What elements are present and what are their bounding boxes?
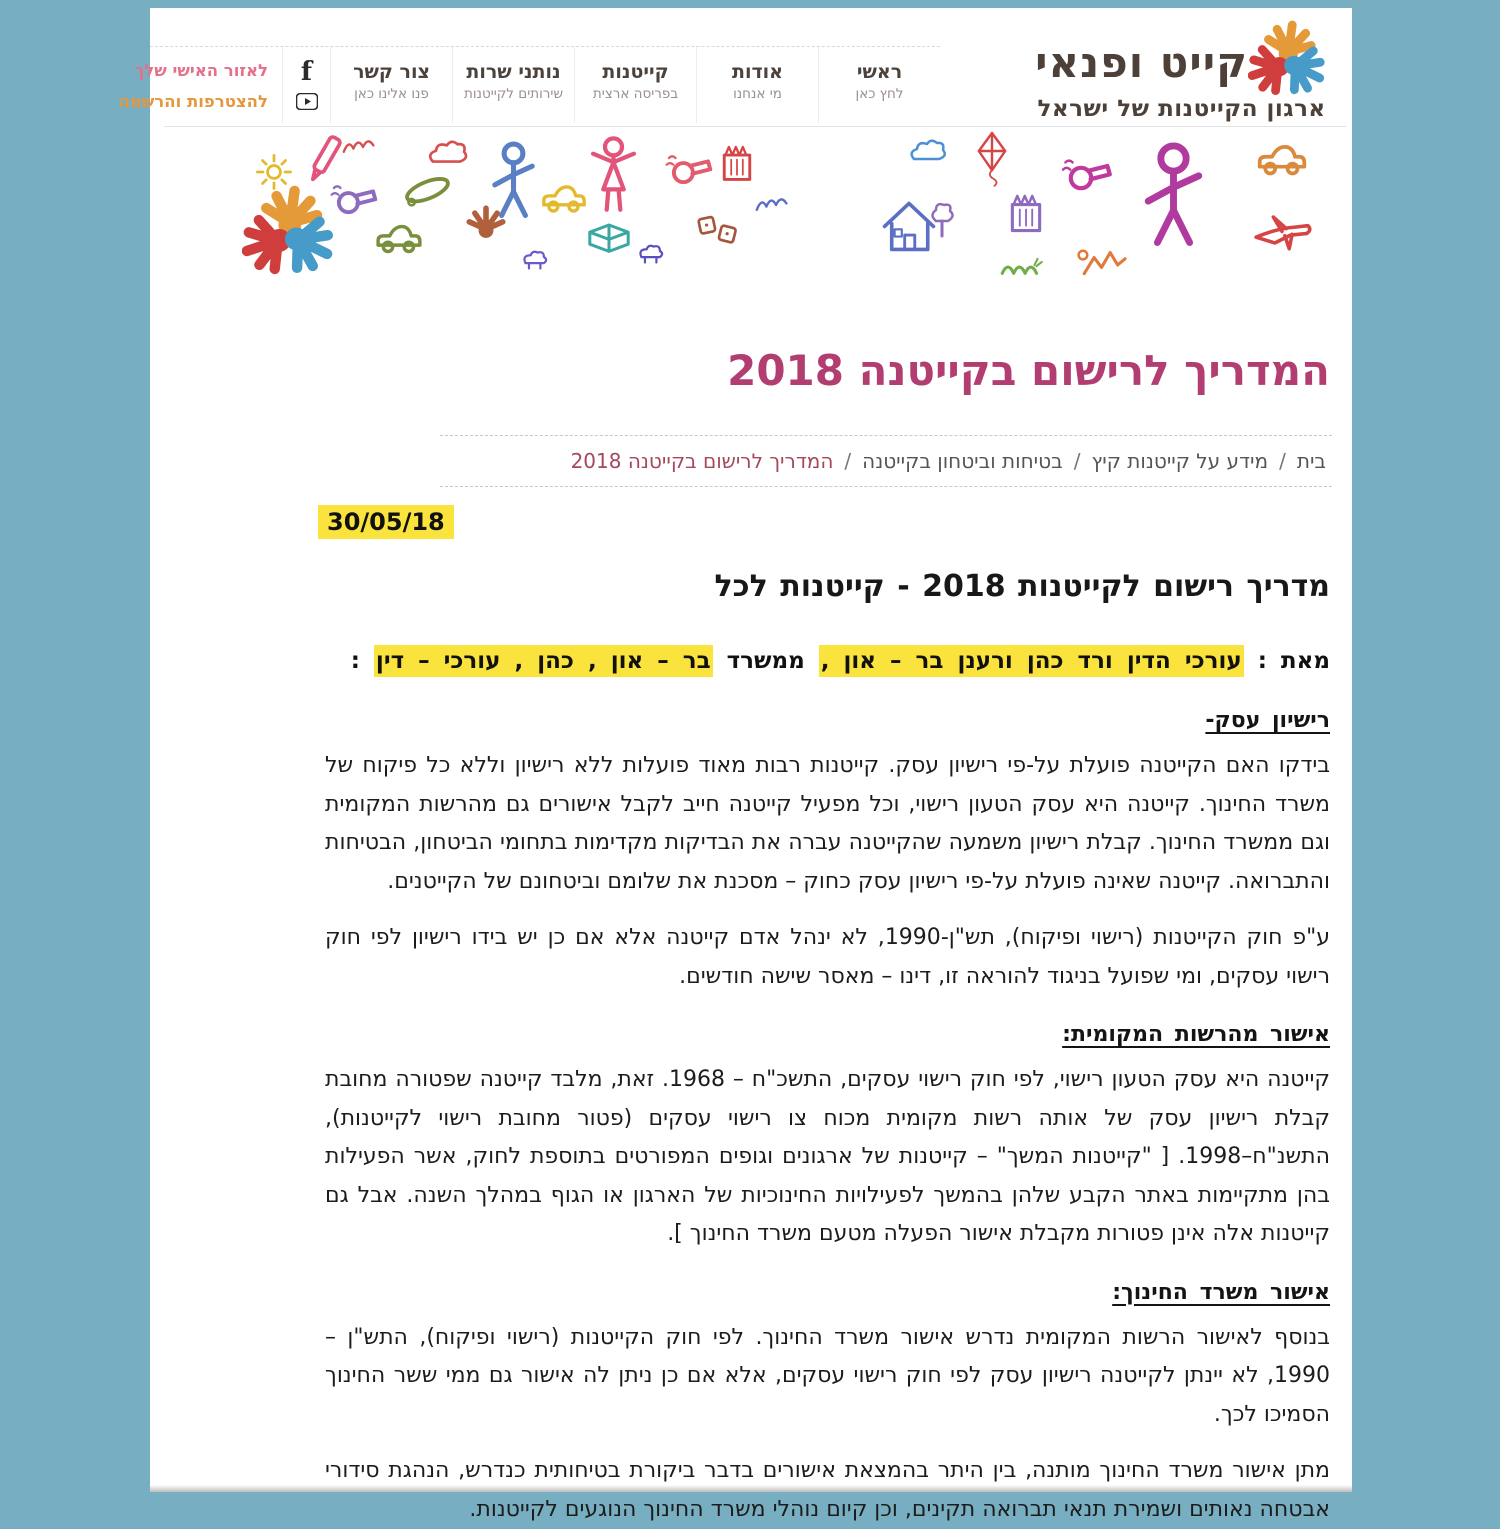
doodle-sun-icon — [251, 149, 297, 195]
doodle-whistle-icon — [661, 139, 717, 195]
doodle-crayon-icon — [293, 129, 355, 191]
paragraph: קייטנה היא עסק הטעון רישוי, לפי חוק רישוי עסקים, התשכ"ח – 1968. זאת, מלבד קייטנה שפטורה מחובת קבלת רישיון עסק של אותה רשות מקומית מכוח צו רישוי עסקים (פטור מחובת רישוי לקייטנות), התשנ"ח–1998. [ "קייטנות המשך" – קייטנות של ארגונים וגופים המפורטים בתוספת לחוק, אשר הפעילות בהן מתקיימות באתר הקבע שלהן בהמשך לפעילויות החינוכיות של הארגון או הגוף במהלך השנה. אבל גם קייטנות אלה אינן פטורות מקבלת אישור הפעלה מטעם משרד החינוך ]. — [325, 1061, 1330, 1254]
byline-highlight-1: עורכי הדין ורד כהן ורענן בר – און , — [819, 645, 1244, 677]
doodle-mountains-icon — [1073, 229, 1135, 291]
main-content — [150, 346, 1352, 1529]
breadcrumb-home[interactable]: בית — [1297, 449, 1326, 473]
doodle-tree-icon — [917, 192, 967, 242]
breadcrumb: בית/מידע על קייטנות קיץ/בטיחות וביטחון בקייטנה/המדריך לרישום בקייטנה 2018 — [440, 435, 1332, 487]
personal-area-link[interactable]: לאזור האישי שלך — [119, 61, 268, 80]
doodle-whistle-icon — [1057, 142, 1117, 202]
doodle-airplane-icon — [1246, 194, 1318, 266]
nav-item-home[interactable]: ראשי לחץ כאן — [818, 47, 940, 123]
doodle-stick-figure-icon — [1116, 139, 1231, 254]
doodle-hand-icon — [455, 189, 517, 251]
date-badge: 30/05/18 — [318, 505, 454, 539]
logo-hands-icon — [1248, 20, 1328, 104]
doodle-crayon-box-icon — [995, 181, 1057, 243]
paragraph: מתן אישור משרד החינוך מותנה, בין היתר בהמצאת אישורים בדבר ביקורת בטיחותית כנדרש, הנהגת סידורי אבטחה נאותים ושמירת תנאי תברואה תקינים, וכן קיום נוהלי משרד החינוך הנוגעים לקייטנות. — [325, 1452, 1330, 1529]
doodle-house-icon — [873, 189, 945, 261]
page-title: המדריך לרישום בקייטנה 2018 — [150, 346, 1330, 395]
doodle-stick-figure-icon — [471, 139, 556, 224]
nav-item-contact[interactable]: צור קשר פנו אלינו כאן — [330, 47, 452, 123]
breadcrumb-safety[interactable]: בטיחות וביטחון בקייטנה — [862, 449, 1063, 473]
site-logo[interactable] — [1035, 20, 1328, 122]
doodle-animal-icon — [630, 229, 674, 273]
facebook-icon[interactable]: f — [301, 61, 312, 83]
doodle-book-icon — [579, 207, 639, 267]
date-row — [150, 505, 1352, 539]
doodle-banner — [164, 126, 1346, 338]
doodle-hands-logo-icon — [242, 185, 337, 280]
join-register-link[interactable]: להצטרפות והרשמה — [119, 92, 268, 111]
byline-highlight-2: בר – און , כהן , עורכי – דין — [374, 645, 713, 677]
doodle-caterpillar-icon — [996, 238, 1048, 290]
nav-item-service-providers[interactable]: נותני שרות שירותים לקייטנות — [452, 47, 574, 123]
logo-subtitle: ארגון הקייטנות של ישראל — [1035, 96, 1328, 122]
section-local-authority — [150, 1022, 1352, 1254]
doodle-girl-figure-icon — [571, 135, 656, 220]
doodle-animal-icon — [514, 235, 558, 279]
social-column — [282, 47, 330, 123]
doodle-kite-icon — [962, 127, 1022, 187]
paragraph: בנוסף לאישור הרשות המקומית נדרש אישור משרד החינוך. לפי חוק הקייטנות (רישוי ופיקוח), התש"ן – 1990, לא יינתן לקייטנה רישיון עסק לפי חוק רישוי עסקים, אלא אם כן ניתן לה אישור גם ממי ששר החינוך הסמיכו לכך. — [325, 1319, 1330, 1435]
doodle-safety-pin-icon — [395, 157, 459, 221]
doodle-cloud-icon — [422, 127, 476, 181]
doodle-car-icon — [370, 208, 428, 266]
doodle-scribble-icon — [339, 127, 379, 167]
section-heading: אישור משרד החינוך: — [150, 1280, 1330, 1305]
doodle-cloud-icon — [904, 127, 954, 177]
doodle-car-icon — [1251, 127, 1313, 189]
doodle-car-icon — [536, 169, 592, 225]
section-heading: רישיון עסק- — [150, 708, 1330, 733]
page — [150, 8, 1352, 1492]
section-heading: אישור מהרשות המקומית: — [150, 1022, 1330, 1047]
section-business-license — [150, 708, 1352, 996]
doodle-dice-icon — [692, 204, 746, 258]
paragraph: ע"פ חוק הקייטנות (רישוי ופיקוח), תש"ן-1990, לא ינהל אדם קייטנה אלא אם כן יש בידו רישיון לפי חוק רישוי עסקים, ומי שפועל בניגוד להוראה זו, דינו – מאסר שישה חודשים. — [325, 919, 1330, 996]
breadcrumb-summer-info[interactable]: מידע על קייטנות קיץ — [1091, 449, 1268, 473]
youtube-icon[interactable] — [296, 93, 318, 114]
breadcrumb-current: המדריך לרישום בקייטנה 2018 — [571, 449, 834, 473]
byline: מאת : עורכי הדין ורד כהן ורענן בר – און , ממשרד בר – און , כהן , עורכי – דין : — [260, 640, 1330, 682]
nav-item-about[interactable]: אודות מי אנחנו — [696, 47, 818, 123]
site-header — [150, 8, 1352, 126]
paragraph: בידקו האם הקייטנה פועלת על-פי רישיון עסק. קייטנות רבות מאוד פועלות ללא רישיון וללא כל פיקוח של משרד החינוך. קייטנה היא עסק הטעון רישוי, וכל מפעיל קייטנה חייב לקבל אישורים גם מהרשות המקומית וגם ממשרד החינוך. קבלת רישיון משמעה שהקייטנה עברה את הבדיקות מקדימות בתחומי הביטחון, הבטיחות והתברואה. קייטנה שאינה פועלת על-פי רישיון עסק כחוק – מסכנת את שלומם וביטחונם של הקייטנים. — [325, 747, 1330, 901]
main-nav — [150, 46, 940, 123]
doodle-whistle-icon — [326, 169, 382, 225]
logo-title: קייט ופנאי — [1035, 38, 1248, 87]
section-education-ministry — [150, 1280, 1352, 1529]
doodle-crayon-box-icon — [708, 133, 766, 191]
doodle-scribble-icon — [752, 185, 792, 225]
article-heading: מדריך רישום לקייטנות 2018 - קייטנות לכל — [150, 569, 1330, 604]
header-links — [113, 47, 282, 123]
nav-item-camps[interactable]: קייטנות בפריסה ארצית — [574, 47, 696, 123]
